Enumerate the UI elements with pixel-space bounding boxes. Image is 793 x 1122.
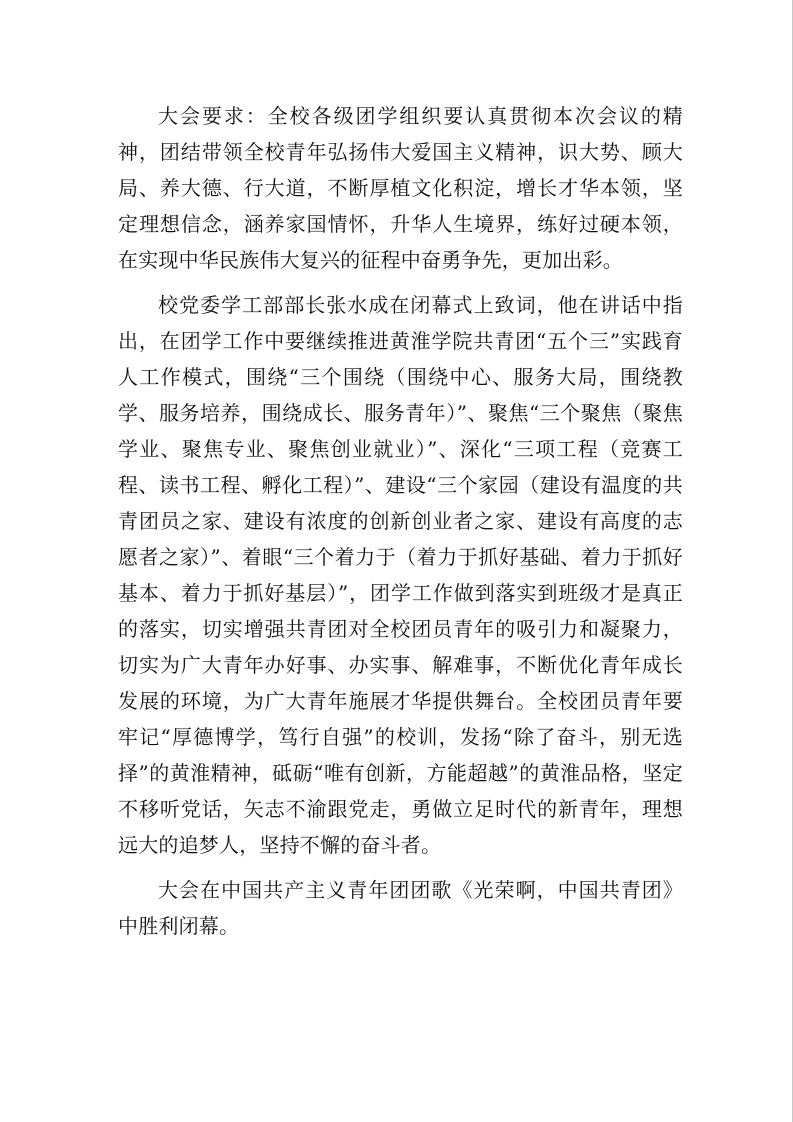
paragraph-requirements: 大会要求：全校各级团学组织要认真贯彻本次会议的精神，团结带领全校青年弘扬伟大爱国主义精神，识大势、顾大局、养大德、行大道，不断厚植文化积淀，增长才华本领，坚定理想信念，涵养家国情怀，升华人生境界，练好过硬本领，在实现中华民族伟大复兴的征程中奋勇争先，更加出彩。 bbox=[118, 104, 683, 272]
document-body bbox=[118, 98, 683, 953]
paragraph-conclusion: 大会在中国共产主义青年团团歌《光荣啊，中国共青团》中胜利闭幕。 bbox=[118, 878, 683, 938]
paragraph-closing-speech: 校党委学工部部长张水成在闭幕式上致词，他在讲话中指出，在团学工作中要继续推进黄淮学院共青团“五个三”实践育人工作模式，围绕“三个围绕（围绕中心、服务大局，围绕教学、服务培养，围绕成长、服务青年）”、聚焦“三个聚焦（聚焦学业、聚焦专业、聚焦创业就业）”、深化“三项工程（竞赛工程、读书工程、孵化工程）”、建设“三个家园（建设有温度的共青团员之家、建设有浓度的创新创业者之家、建设有高度的志愿者之家）”、着眼“三个着力于（着力于抓好基础、着力于抓好基本、着力于抓好基层）”，团学工作做到落实到班级才是真正的落实，切实增强共青团对全校团员青年的吸引力和凝聚力，切实为广大青年办好事、办实事、解难事，不断优化青年成长发展的环境，为广大青年施展才华提供舞台。全校团员青年要牢记“厚德博学，笃行自强”的校训，发扬“除了奋斗，别无选择”的黄淮精神，砥砺“唯有创新，方能超越”的黄淮品格，坚定不移听党话，矢志不渝跟党走，勇做立足时代的新青年，理想远大的追梦人，坚持不懈的奋斗者。 bbox=[118, 293, 683, 857]
